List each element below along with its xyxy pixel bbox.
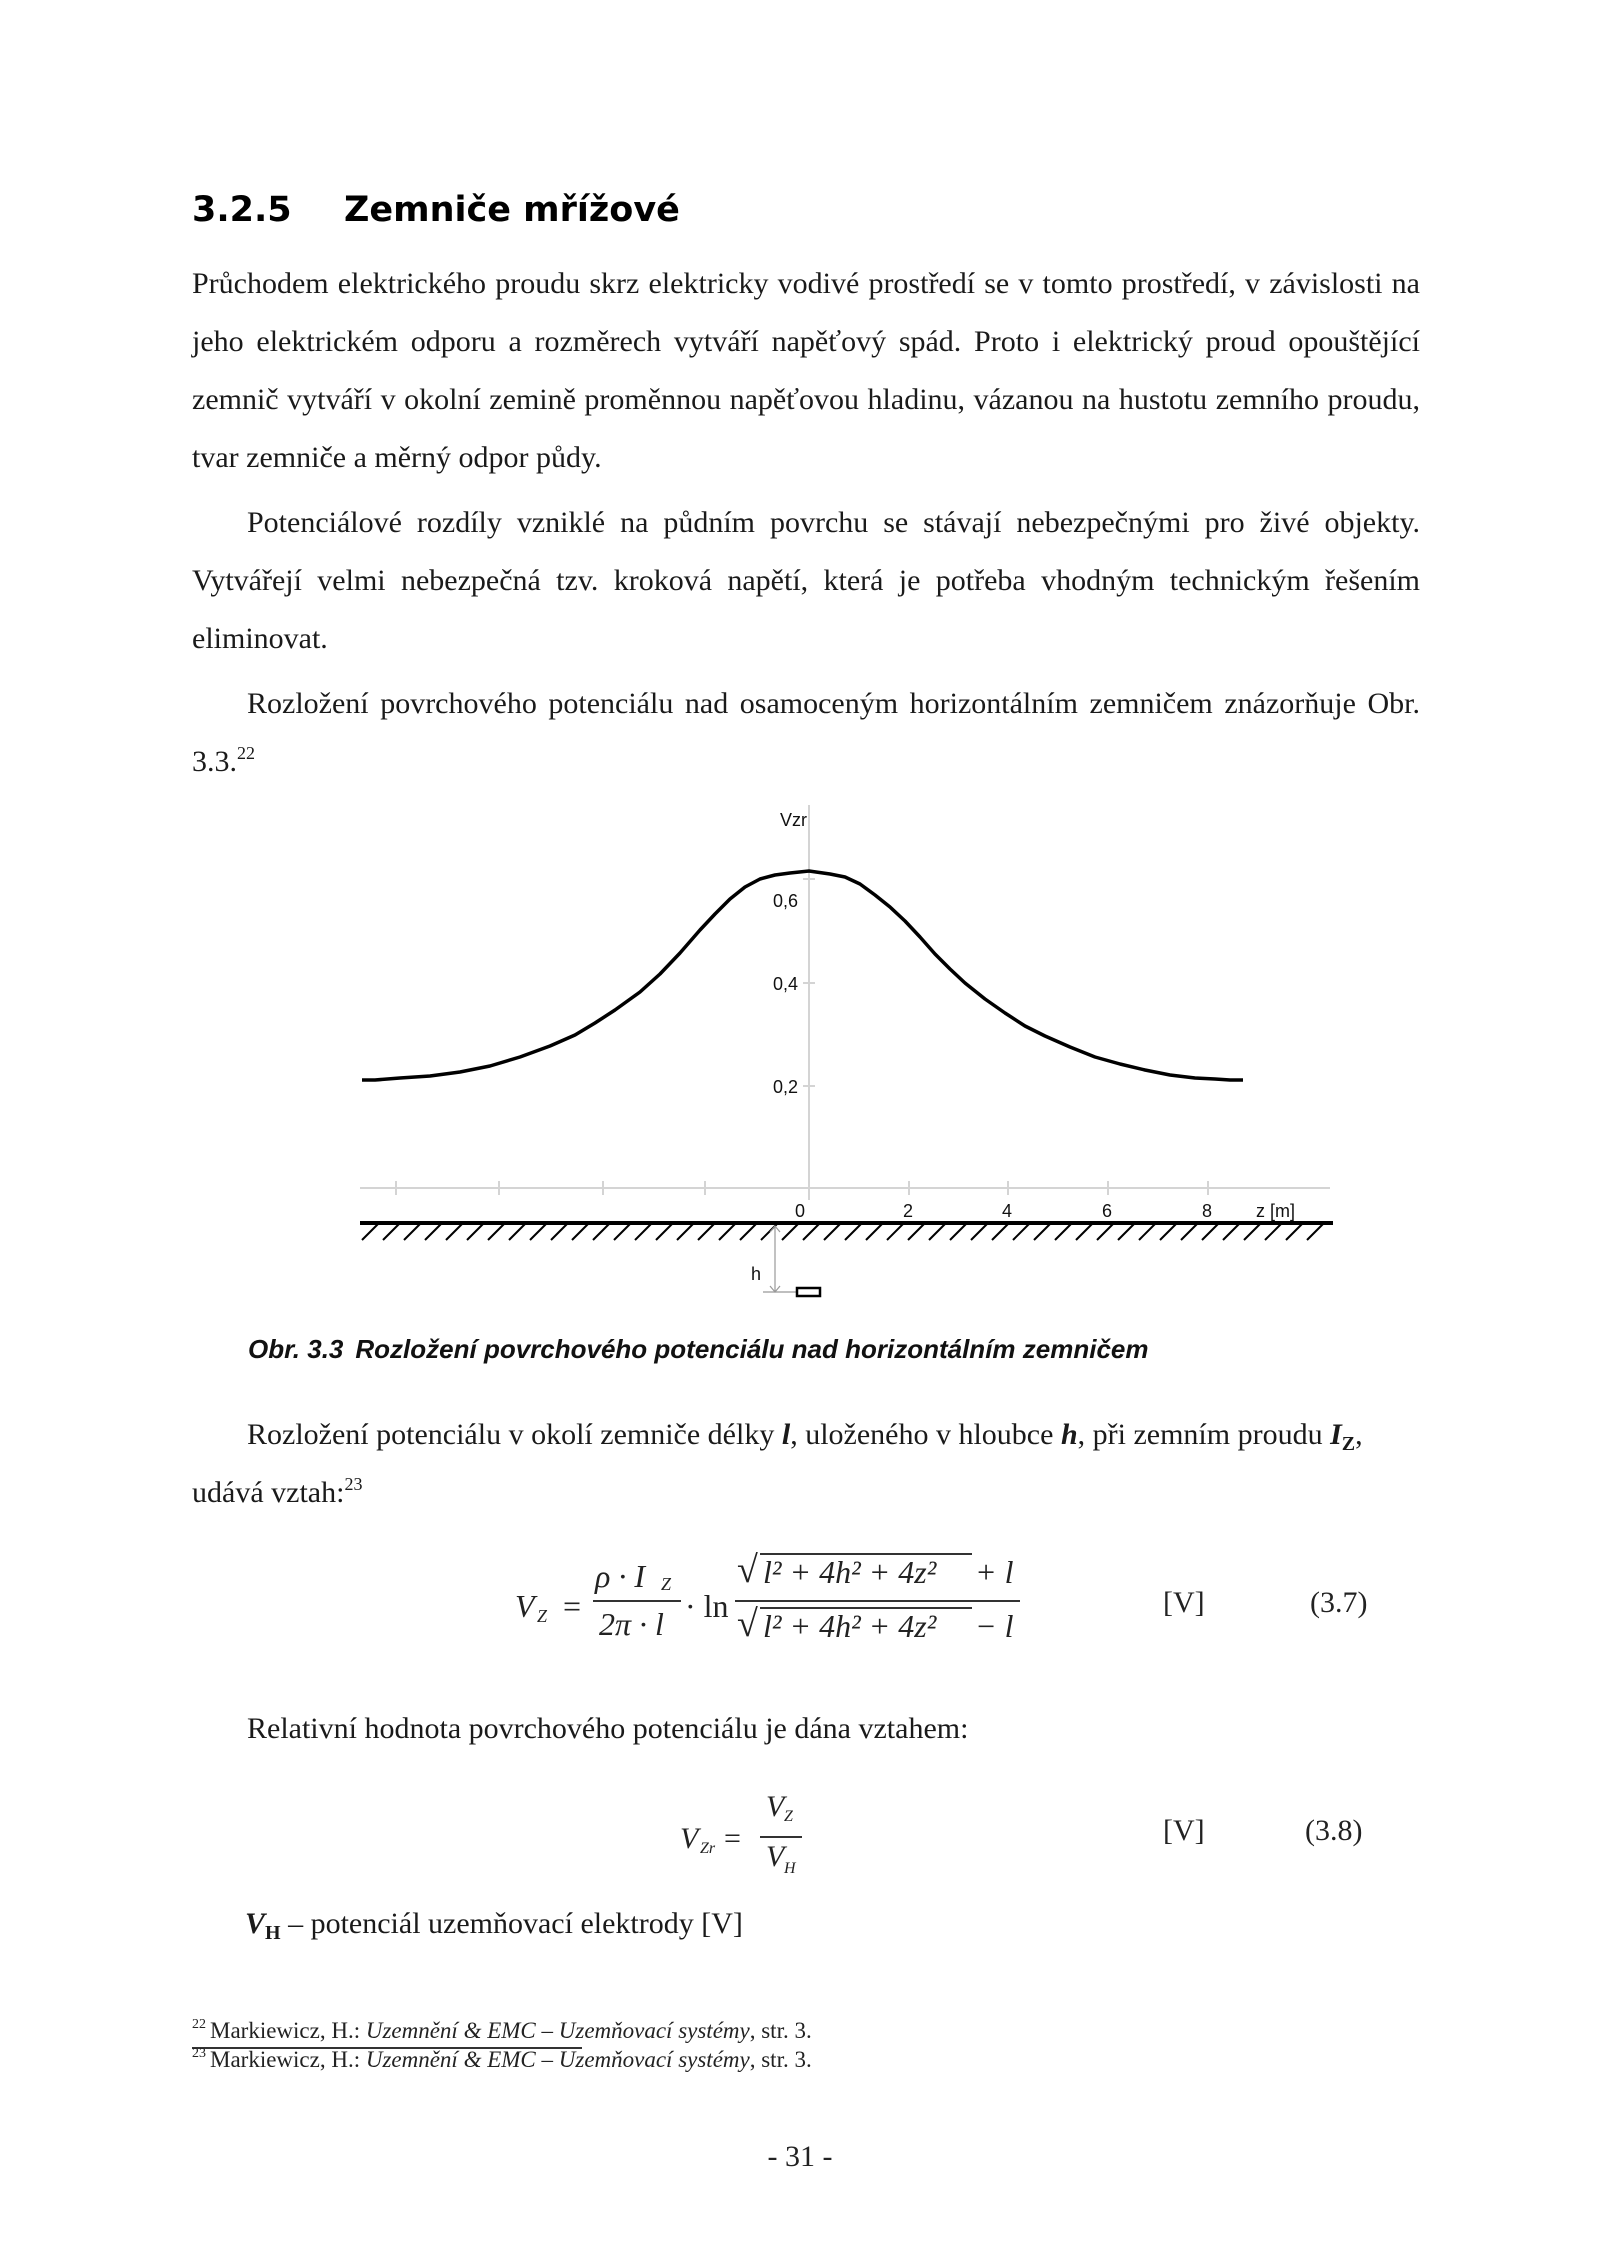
ground-hatching (362, 1224, 1323, 1240)
potential-curve (362, 871, 1243, 1080)
eq2-lhs: V (680, 1822, 699, 1855)
footnote-23-number: 23 (192, 2046, 206, 2061)
eq1-den-tail: − l (975, 1608, 1014, 1644)
x-tick-label-4: 4 (1002, 1201, 1013, 1221)
y-tick-label-0.2: 0,2 (773, 1077, 799, 1097)
paragraph-2: Potenciálové rozdíly vzniklé na půdním povrchu se stávají nebezpečnými pro živé objekty. Vytvářejí velmi nebezpečná tzv. kroková napětí, která je potřeba vhodným technickým řešením eliminovat. (192, 506, 1420, 655)
footnote-22-number: 22 (192, 2017, 206, 2032)
equation-3-7: V Z = ρ · I Z 2π · l · ln √ l² + 4h² + 4z² + l √ l² + 4h² + 4z² − l (515, 1548, 1035, 1668)
x-tick-label-8: 8 (1202, 1201, 1213, 1221)
eq1-ln: · ln (685, 1588, 729, 1624)
footnote-23 (192, 2047, 812, 2073)
eq1-sqrt-body-den: l² + 4h² + 4z² (763, 1608, 937, 1644)
eq1-number: (3.7) (1310, 1586, 1368, 1619)
definition-symbol: V (245, 1907, 266, 1940)
paragraph-4-text-a: Rozložení potenciálu v okolí zemniče délky (247, 1418, 782, 1451)
eq1-unit: [V] (1163, 1586, 1205, 1619)
figure-caption-text: Rozložení povrchového potenciálu nad horizontálním zemničem (355, 1334, 1149, 1364)
paragraph-1: Průchodem elektrického proudu skrz elektricky vodivé prostředí se v tomto prostředí, v závislosti na jeho elektrickém odporu a rozměrech vytváří napěťový spád. Proto i elektrický proud opouštějící zemnič vytváří v okolní zemině proměnnou napěťovou hladinu, vázanou na hustotu zemního proudu, tvar zemniče a měrný odpor půdy. (192, 267, 1420, 474)
paragraph-4-text-b: , uloženého v hloubce (790, 1418, 1061, 1451)
eq2-num: V (766, 1790, 785, 1823)
y-tick-label-0.6: 0,6 (773, 891, 799, 911)
eq2-number: (3.8) (1305, 1814, 1363, 1847)
eq2-unit: [V] (1163, 1814, 1205, 1847)
equation-3-8: V Zr = V Z V H (680, 1790, 840, 1900)
paragraph-5: Relativní hodnota povrchového potenciálu je dána vztahem: (247, 1712, 969, 1745)
eq1-lhs-sub: Z (537, 1606, 548, 1626)
section-heading (192, 190, 680, 230)
variable-l: l (781, 1418, 791, 1451)
eq1-frac-num: ρ · I (595, 1558, 646, 1594)
potential-chart (340, 790, 1360, 1310)
depth-arrow (763, 1226, 800, 1292)
paragraph-4 (192, 1406, 1392, 1522)
footnote-23-title: Uzemnění & EMC – Uzemňovací systémy (365, 2047, 750, 2072)
x-tick-label-0: 0 (795, 1201, 806, 1221)
paragraph-3-text: Rozložení povrchového potenciálu nad osamoceným horizontálním zemničem znázorňuje Obr. 3.3. (192, 687, 1420, 778)
paragraph-4-text-d: , udává vztah: (192, 1418, 1363, 1509)
eq1-frac-num-sub: Z (661, 1574, 672, 1594)
footnote-23-author: Markiewicz, H.: (210, 2047, 366, 2072)
eq2-lhs-sub: Zr (700, 1840, 716, 1857)
section-number: 3.2.5 (192, 190, 292, 230)
y-tick-label-0.4: 0,4 (773, 974, 799, 994)
footnote-ref-23[interactable]: 23 (344, 1474, 363, 1494)
definition-symbol-sub: H (265, 1922, 281, 1944)
footnote-22-title: Uzemnění & EMC – Uzemňovací systémy (365, 2018, 750, 2043)
footnote-22-tail: , str. 3. (749, 2018, 812, 2043)
y-axis-label: Vzr (780, 810, 807, 830)
x-tick-label-6: 6 (1102, 1201, 1113, 1221)
variable-h: h (1060, 1418, 1078, 1451)
x-axis-label: z [m] (1256, 1201, 1295, 1221)
footnote-ref-22[interactable]: 22 (237, 743, 255, 763)
paragraph-3 (192, 675, 1420, 791)
figure-caption-number: Obr. 3.3 (248, 1334, 344, 1364)
figure-caption (248, 1334, 1148, 1365)
footnote-22 (192, 2018, 812, 2044)
footnote-22-author: Markiewicz, H.: (210, 2018, 366, 2043)
eq1-lhs: V (515, 1588, 535, 1624)
depth-label: h (751, 1264, 762, 1284)
eq2-den: V (766, 1840, 785, 1873)
variable-I: I (1330, 1418, 1342, 1451)
page-number: - 31 - (767, 2140, 833, 2173)
eq2-num-sub: Z (784, 1808, 793, 1825)
section-title: Zemniče mřížové (344, 190, 680, 230)
eq1-num-tail: + l (975, 1554, 1014, 1590)
eq1-frac-den: 2π · l (599, 1606, 664, 1642)
eq1-sqrt-body-num: l² + 4h² + 4z² (763, 1554, 937, 1590)
definition-text: – potenciál uzemňovací elektrody [V] (280, 1907, 743, 1940)
x-tick-label-2: 2 (903, 1201, 914, 1221)
paragraph-4-text-c: , při zemním proudu (1077, 1418, 1331, 1451)
definition-vh (245, 1895, 1345, 1953)
footnote-23-tail: , str. 3. (749, 2047, 812, 2072)
variable-I-subscript: Z (1341, 1433, 1356, 1455)
earth-electrode (797, 1288, 820, 1296)
eq2-den-sub: H (784, 1860, 796, 1877)
